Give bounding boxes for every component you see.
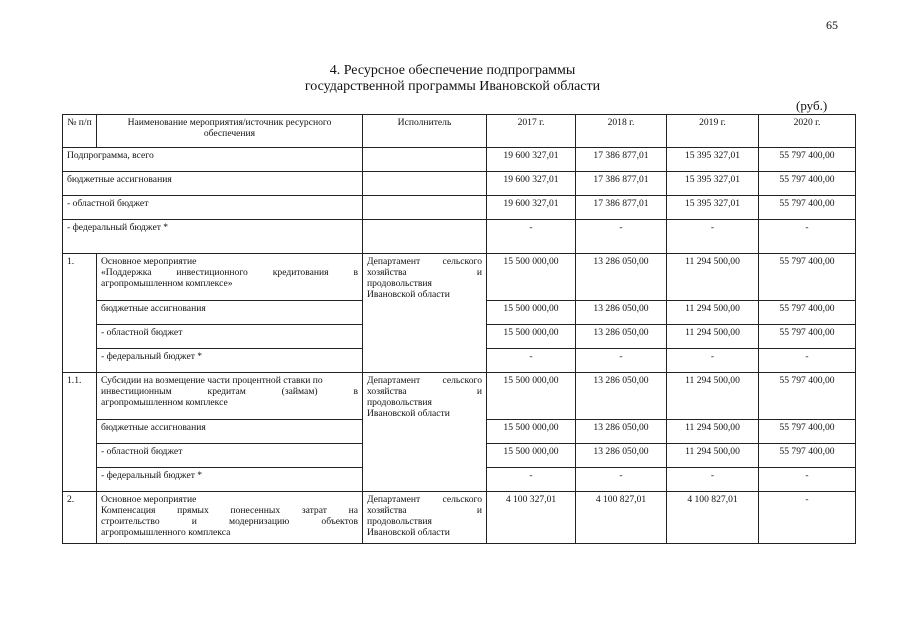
value-cell: 17 386 877,01 [576, 196, 667, 220]
value-cell: 11 294 500,00 [667, 444, 759, 468]
value-cell: 55 797 400,00 [759, 254, 856, 301]
value-cell: 19 600 327,01 [487, 196, 576, 220]
value-cell: 11 294 500,00 [667, 325, 759, 349]
activity-name-line: «Поддержка инвестиционного кредитования в [101, 267, 358, 278]
executor-line: Департамент сельского [367, 256, 482, 267]
header-num: № п/п [63, 115, 97, 148]
executor-line: продовольствия [367, 397, 432, 408]
header-2019: 2019 г. [667, 115, 759, 148]
value-cell: 11 294 500,00 [667, 420, 759, 444]
header-2020: 2020 г. [759, 115, 856, 148]
activity-name-line: строительство и модернизацию объектов [101, 516, 358, 527]
summary-label: - областной бюджет [63, 196, 363, 220]
row-number: 2. [63, 492, 97, 544]
executor-line: Департамент сельского [367, 375, 482, 386]
page-number: 65 [826, 18, 838, 32]
value-cell: 11 294 500,00 [667, 373, 759, 420]
activity-name-line: агропромышленного комплекса [101, 527, 231, 538]
executor-cell [363, 373, 487, 492]
value-cell: 4 100 827,01 [667, 492, 759, 544]
table-body [63, 148, 856, 544]
value-cell: 13 286 050,00 [576, 301, 667, 325]
value-cell: 4 100 327,01 [487, 492, 576, 544]
header-2017: 2017 г. [487, 115, 576, 148]
unit-label: (руб.) [796, 98, 828, 113]
title-line-2: государственной программы Ивановской области [304, 79, 601, 94]
table-row [63, 220, 856, 254]
executor-line: Ивановской области [367, 408, 450, 419]
executor-line: Департамент сельского [367, 494, 482, 505]
value-cell: 15 500 000,00 [487, 420, 576, 444]
header-executor: Исполнитель [363, 115, 487, 148]
value-cell: 15 500 000,00 [487, 444, 576, 468]
value-cell: - [667, 468, 759, 492]
value-cell: 15 500 000,00 [487, 254, 576, 301]
table-row [63, 373, 856, 420]
table-row [63, 492, 856, 544]
value-cell: - [487, 468, 576, 492]
executor-cell [363, 254, 487, 373]
executor-cell [363, 172, 487, 196]
value-cell: - [487, 220, 576, 254]
executor-cell [363, 148, 487, 172]
source-label: бюджетные ассигнования [97, 420, 363, 444]
title-line-1: 4. Ресурсное обеспечение подпрограммы [329, 63, 576, 78]
value-cell: 15 500 000,00 [487, 301, 576, 325]
activity-name-line: агропромышленном комплексе [101, 397, 228, 408]
value-cell: 55 797 400,00 [759, 420, 856, 444]
source-label: бюджетные ассигнования [97, 301, 363, 325]
activity-name-line: Компенсация прямых понесенных затрат на [101, 505, 358, 516]
source-label: - федеральный бюджет * [97, 349, 363, 373]
row-number: 1.1. [63, 373, 97, 492]
value-cell: - [576, 349, 667, 373]
activity-name-line: Основное мероприятие [101, 494, 197, 505]
value-cell: 11 294 500,00 [667, 254, 759, 301]
value-cell: 55 797 400,00 [759, 196, 856, 220]
value-cell: 55 797 400,00 [759, 148, 856, 172]
value-cell: - [667, 220, 759, 254]
activity-name [97, 254, 363, 301]
value-cell: 15 395 327,01 [667, 172, 759, 196]
table-row [63, 196, 856, 220]
header-2018: 2018 г. [576, 115, 667, 148]
activity-name [97, 373, 363, 420]
value-cell: - [576, 220, 667, 254]
summary-label: Подпрограмма, всего [63, 148, 363, 172]
value-cell: 55 797 400,00 [759, 325, 856, 349]
executor-line: Ивановской области [367, 527, 450, 538]
header-name: Наименование мероприятия/источник ресурсного обеспечения [97, 115, 363, 148]
value-cell: - [759, 492, 856, 544]
value-cell: 17 386 877,01 [576, 172, 667, 196]
resource-table [62, 114, 856, 544]
summary-label: бюджетные ассигнования [63, 172, 363, 196]
table-row [63, 172, 856, 196]
header-row [63, 115, 856, 148]
row-number: 1. [63, 254, 97, 373]
value-cell: - [759, 349, 856, 373]
activity-name-line: Основное мероприятие [101, 256, 197, 267]
executor-cell [363, 220, 487, 254]
value-cell: 17 386 877,01 [576, 148, 667, 172]
executor-line: хозяйства и [367, 505, 482, 516]
value-cell: - [759, 220, 856, 254]
value-cell: 13 286 050,00 [576, 420, 667, 444]
activity-name-line: Субсидии на возмещение части процентной ставки по [101, 375, 323, 386]
source-label: - областной бюджет [97, 325, 363, 349]
value-cell: 11 294 500,00 [667, 301, 759, 325]
value-cell: - [759, 468, 856, 492]
value-cell: 19 600 327,01 [487, 172, 576, 196]
executor-line: Ивановской области [367, 289, 450, 300]
activity-name-line: инвестиционным кредитам (займам) в [101, 386, 358, 397]
value-cell: 15 395 327,01 [667, 148, 759, 172]
value-cell: 55 797 400,00 [759, 172, 856, 196]
value-cell: 55 797 400,00 [759, 373, 856, 420]
executor-cell [363, 492, 487, 544]
value-cell: - [487, 349, 576, 373]
value-cell: 15 500 000,00 [487, 325, 576, 349]
value-cell: 19 600 327,01 [487, 148, 576, 172]
executor-line: продовольствия [367, 516, 432, 527]
table-row [63, 254, 856, 301]
value-cell: - [667, 349, 759, 373]
value-cell: 13 286 050,00 [576, 254, 667, 301]
executor-line: продовольствия [367, 278, 432, 289]
value-cell: 13 286 050,00 [576, 325, 667, 349]
executor-line: хозяйства и [367, 267, 482, 278]
executor-cell [363, 196, 487, 220]
value-cell: - [576, 468, 667, 492]
executor-line: хозяйства и [367, 386, 482, 397]
value-cell: 13 286 050,00 [576, 444, 667, 468]
source-label: - федеральный бюджет * [97, 468, 363, 492]
value-cell: 13 286 050,00 [576, 373, 667, 420]
source-label: - областной бюджет [97, 444, 363, 468]
value-cell: 55 797 400,00 [759, 444, 856, 468]
page-title [0, 63, 905, 95]
value-cell: 15 500 000,00 [487, 373, 576, 420]
value-cell: 4 100 827,01 [576, 492, 667, 544]
activity-name-line: агропромышленном комплексе» [101, 278, 233, 289]
summary-label: - федеральный бюджет * [63, 220, 363, 254]
value-cell: 15 395 327,01 [667, 196, 759, 220]
table-row [63, 148, 856, 172]
activity-name [97, 492, 363, 544]
value-cell: 55 797 400,00 [759, 301, 856, 325]
